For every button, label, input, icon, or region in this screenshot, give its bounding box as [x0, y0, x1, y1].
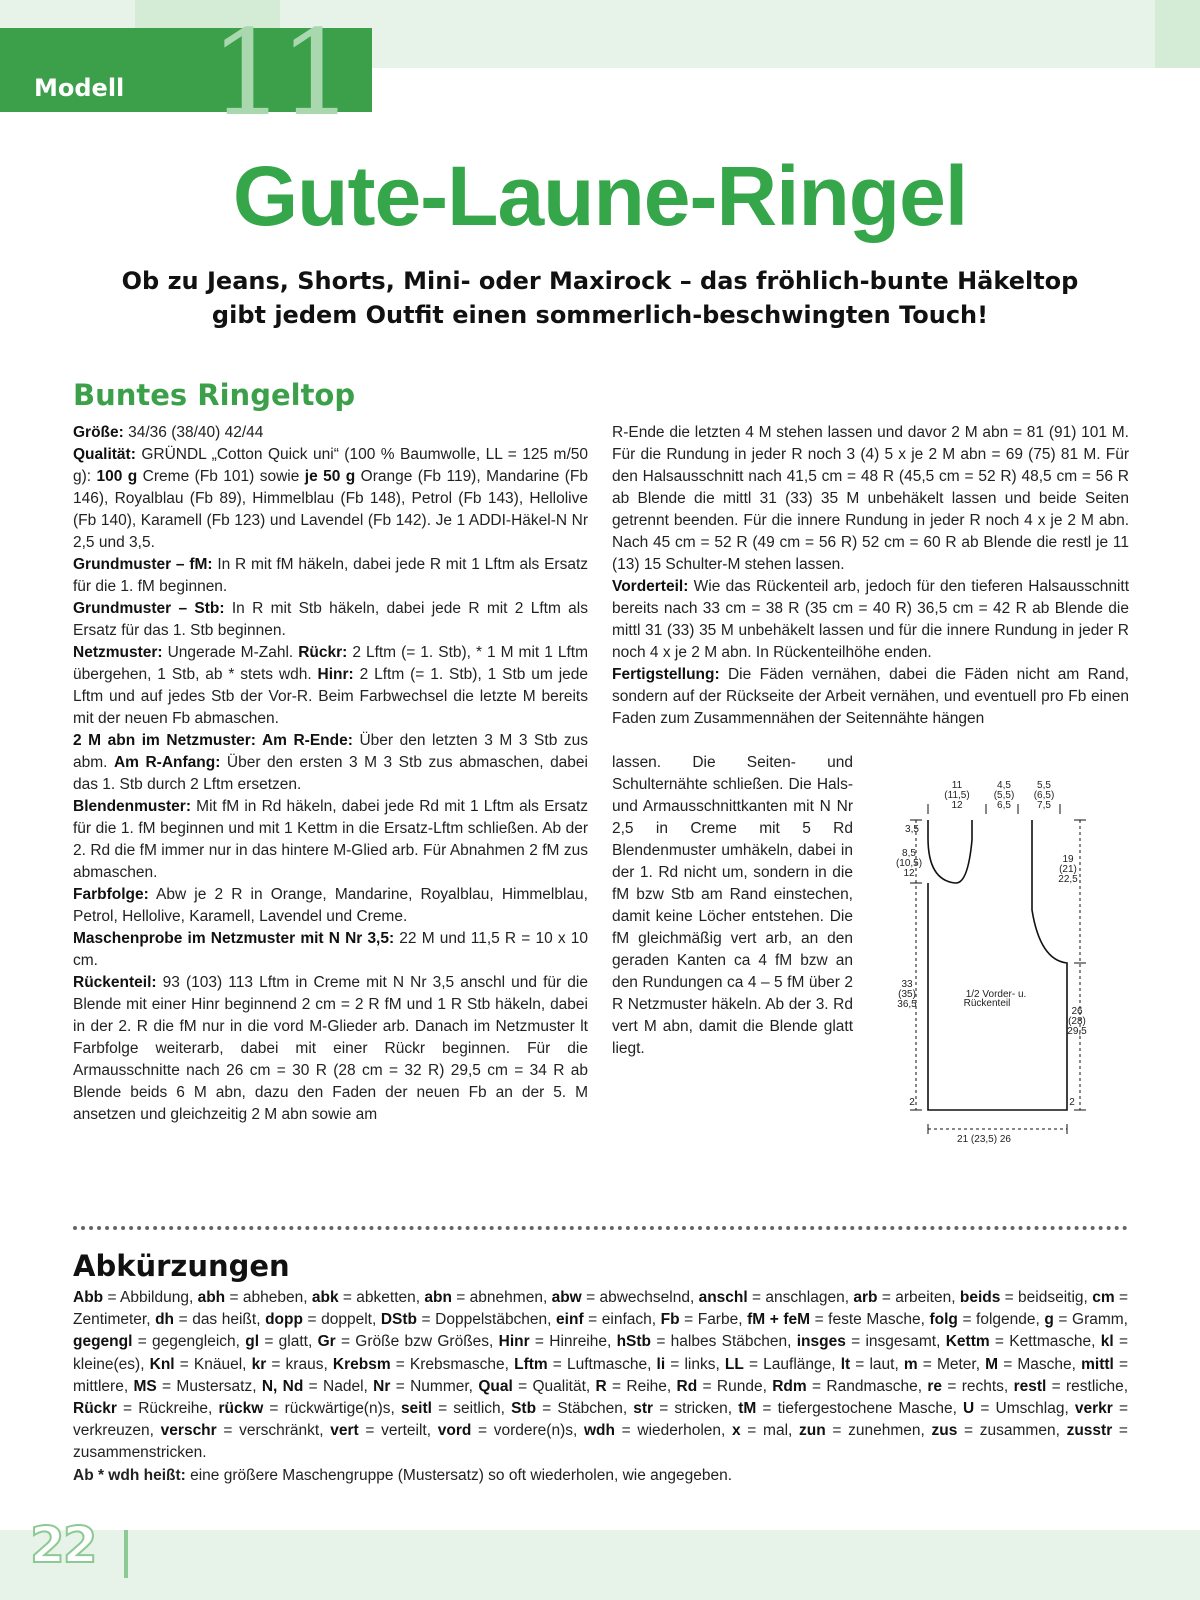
abbreviation-meaning: = laut, [850, 1355, 904, 1373]
abbreviation-term: beids [959, 1289, 1001, 1306]
instructions-right-column [612, 422, 1129, 730]
abbreviation-term: Rdm [772, 1377, 807, 1395]
abbreviation-term: N, Nd [261, 1377, 304, 1395]
abbreviation-meaning: = wiederholen, [615, 1422, 732, 1440]
abbreviation-item [318, 1333, 499, 1350]
abbreviation-meaning: = tiefergestochene Masche, [756, 1400, 964, 1418]
abbreviation-meaning: = stricken, [653, 1400, 739, 1418]
abbreviations-note: Ab * wdh heißt: eine größere Maschengruppe (Mustersatz) so oft wiederholen, wie angegeben. [73, 1467, 733, 1484]
abbreviation-item [657, 1356, 725, 1373]
abbreviation-meaning: = Randmasche, [806, 1377, 928, 1395]
abbreviation-term: Abb [73, 1289, 104, 1306]
page-subtitle [100, 264, 1100, 332]
abbreviation-meaning: = anschlagen, [747, 1289, 854, 1306]
net-pattern-paragraph: Netzmuster: Ungerade M-Zahl. Rückr: 2 Lftm (= 1. Stb), * 1 M mit 1 Lftm übergehen, 1 Stb, ab * stets wdh. Hinr: 2 Lftm (= 1. Stb), 1 Stb um jede Lftm und auf jedes Stb der Vor-R. Beim Farbwechsel die letzte M bereits mit der neuen Fb abmaschen. [73, 644, 589, 727]
abbreviation-item [330, 1422, 438, 1439]
abbreviation-term: DStb [380, 1311, 417, 1329]
abbreviation-meaning: = restliche, [1046, 1377, 1129, 1395]
dim-bottom-left: 2 [909, 1097, 915, 1108]
abbreviation-item [929, 1311, 1044, 1328]
abbreviation-term: MS [133, 1377, 157, 1395]
abbreviation-term: Qual [478, 1377, 513, 1395]
pattern-fm-paragraph: Grundmuster – fM: In R mit fM häkeln, dabei jede R mit 1 Lftm als Ersatz für die 1. fM beginnen. [73, 556, 588, 595]
section-divider [73, 1226, 1128, 1230]
abbreviation-term: dh [155, 1311, 175, 1329]
abbreviation-meaning: = Zentimeter, [73, 1289, 1128, 1329]
abbreviation-term: m [903, 1355, 918, 1373]
abbreviations-title: Abkürzungen [73, 1249, 290, 1283]
abbreviation-term: dopp [265, 1311, 303, 1329]
abbreviations-list [73, 1287, 1128, 1465]
abbreviation-meaning: = vordere(n)s, [471, 1422, 584, 1440]
abbreviation-term: zun [799, 1422, 826, 1440]
abbreviation-item [133, 1378, 261, 1395]
abbreviation-meaning: = mittlere, [73, 1355, 1129, 1395]
abbreviation-term: Fb [660, 1311, 680, 1329]
abbreviation-term: LL [724, 1355, 744, 1373]
dim-top-right-3: 7,5 [1037, 800, 1051, 811]
model-number: 11 [210, 4, 349, 142]
back-piece-continued: R-Ende die letzten 4 M stehen lassen und davor 2 M abn = 81 (91) 101 M. Für die Rundung in jeder R noch 3 (4) 5 x je 2 M abn = 69 (75) 81 M. Für den Halsausschnitt nach 41,5 cm = 48 R (45,5 cm = 52 R) 48,5 cm = 56 R ab Blende die mittl 31 (33) 35 M unbehäkelt lassen und beide Seiten getrennt beenden. Für die innere Rundung in jeder R noch 4 x je 2 M abn. Nach 45 cm = 52 R (49 cm = 56 R) 52 cm = 60 R ab Blende die restl je 11 (13) 15 Schulter-M stehen lassen. [612, 424, 1129, 573]
abbreviation-meaning: = Abbildung, [103, 1289, 198, 1306]
dim-top-left-3: 12 [951, 800, 963, 811]
abbreviation-meaning: = Luftmasche, [547, 1355, 657, 1373]
abbreviation-term: abw [551, 1289, 582, 1306]
abbreviation-item [985, 1356, 1081, 1373]
abbreviation-term: Stb [511, 1400, 537, 1418]
page-title: Gute-Laune-Ringel [232, 149, 968, 243]
abbreviation-meaning: = Umschlag, [974, 1400, 1075, 1418]
abbreviation-item [904, 1356, 985, 1373]
color-sequence-paragraph: Farbfolge: Abw je 2 R in Orange, Mandarine, Royalblau, Himmelblau, Petrol, Hellolive, Karamell, Lavendel und Creme. [73, 886, 588, 925]
quality-paragraph: Qualität: GRÜNDL „Cotton Quick uni“ (100 % Baumwolle, LL = 125 m/50 g): 100 g Creme (Fb 101) sowie je 50 g Orange (Fb 119), Mandarine (Fb 146), Royalblau (Fb 89), Himmelblau (Fb 148), Petrol (Fb 143), Hellolive (Fb 140), Karamell (Fb 123) und Lavendel (Fb 142). Je 1 ADDI-Häkel-N Nr 2,5 und 3,5. [73, 446, 588, 551]
abbreviation-term: folg [929, 1311, 958, 1329]
dim-left-body-3: 36,5 [897, 999, 917, 1010]
abbreviation-item [150, 1356, 252, 1373]
abbreviation-term: einf [556, 1311, 584, 1329]
abbreviation-item [584, 1422, 732, 1439]
abbreviation-meaning: = Gramm, [1053, 1311, 1128, 1329]
abbreviation-meaning: = arbeiten, [877, 1289, 960, 1306]
abbreviation-meaning: = feste Masche, [810, 1311, 930, 1329]
abbreviation-meaning: = kleine(es), [73, 1333, 1128, 1373]
abbreviation-term: kl [1100, 1333, 1114, 1351]
abbreviation-meaning: = insgesamt, [845, 1333, 946, 1351]
dim-left-neck-3: 12 [903, 868, 915, 879]
abbreviation-item [73, 1333, 245, 1350]
abbreviation-item [73, 1289, 198, 1306]
dim-right-arm-1: 19 [1062, 854, 1074, 865]
abbreviation-term: fM + feM [747, 1311, 811, 1329]
dim-top-mid-1: 4,5 [997, 780, 1011, 791]
schematic-outline [928, 820, 1067, 1110]
dimension-lines [910, 804, 1086, 1134]
abbreviation-meaning: = Stäbchen, [536, 1400, 634, 1418]
abbreviation-meaning: = Nummer, [390, 1377, 479, 1395]
finishing-paragraph: Fertigstellung: Die Fäden vernähen, dabei die Fäden nicht am Rand, sondern auf der Rückseite der Arbeit vernähen, und eventuell pro Fb einen Faden zum Zusammennähen der Seitennähte hängen [612, 666, 1129, 727]
abbreviation-term: anschl [698, 1289, 748, 1306]
abbreviation-term: arb [853, 1289, 878, 1306]
abbreviation-term: Knl [149, 1355, 175, 1373]
dim-left-neck-2: (10,5) [895, 858, 923, 869]
abbreviation-term: gegengl [73, 1333, 133, 1351]
abbreviation-term: seitl [400, 1400, 432, 1418]
header-decor-block [0, 0, 135, 28]
abbreviation-item [552, 1289, 699, 1306]
subtitle-line: gibt jedem Outfit einen sommerlich-beschwingten Touch! [211, 301, 989, 329]
abbreviation-item [373, 1378, 478, 1395]
dim-right-arm-2: (21) [1059, 864, 1077, 875]
subtitle-line: Ob zu Jeans, Shorts, Mini- oder Maxirock – das fröhlich-bunte Häkeltop [121, 267, 1079, 295]
abbreviation-term: mittl [1081, 1355, 1114, 1373]
abbreviation-item [73, 1400, 218, 1417]
abbreviation-item [155, 1311, 265, 1328]
abbreviation-item [161, 1422, 331, 1439]
abbreviation-meaning: = Kettmasche, [989, 1333, 1101, 1351]
abbreviation-meaning: = mal, [740, 1422, 800, 1440]
abbreviation-item [556, 1311, 661, 1328]
abbreviation-item [312, 1289, 425, 1306]
abbreviation-meaning: = verteilt, [358, 1422, 438, 1440]
abbreviation-term: rückw [218, 1400, 264, 1418]
header-decor-block [1155, 0, 1200, 68]
abbreviation-meaning: = abketten, [338, 1289, 425, 1306]
finishing-continued: lassen. Die Seiten- und Schulternähte schließen. Die Hals- und Armausschnittkanten mit N Nr 2,5 in Creme mit 5 Rd Blendenmuster umhäkeln, dabei in der 1. Rd nicht um, sondern in die fM bzw Stb am Rand einstechen, damit keine Löcher entstehen. Die fM gleichmäßig vert arb, an den geraden Kanten ca 4 fM bzw an den Rundungen ca 4 – 5 fM über 2 R Netzmuster häkeln. Ab der 3. Rd vert M abn, damit die Blende glatt liegt. [612, 754, 853, 1057]
abbreviation-item [738, 1400, 963, 1417]
abbreviation-term: zusstr [1066, 1422, 1113, 1440]
abbreviation-term: verkr [1074, 1400, 1113, 1418]
abbreviation-meaning: = abnehmen, [451, 1289, 552, 1306]
abbreviation-term: str [633, 1400, 654, 1418]
abbreviation-term: cm [1092, 1289, 1115, 1306]
abbreviation-meaning: = kraus, [266, 1355, 333, 1373]
dim-top-mid-2: (5,5) [993, 790, 1015, 801]
abbreviation-meaning: = rückwärtige(n)s, [263, 1400, 401, 1418]
abbreviation-meaning: = verschränkt, [216, 1422, 331, 1440]
abbreviation-item [262, 1378, 373, 1395]
dim-top-right-1: 5,5 [1037, 780, 1051, 791]
abbreviation-item [927, 1378, 1013, 1395]
abbreviation-term: tM [738, 1400, 757, 1418]
abbreviation-meaning: = Meter, [917, 1355, 986, 1373]
abbreviation-meaning: = rechts, [942, 1377, 1014, 1395]
back-piece-paragraph: Rückenteil: 93 (103) 113 Lftm in Creme mit N Nr 3,5 anschl und für die Blende mit einer Hinr beginnend 2 cm = 2 R fM und 1 R Stb häkeln, dabei in der 2. R die fM nur in die vord M-Glieder arb. Danach im Netzmuster lt Farbfolge weiterarb, dabei mit einer Rückr beginnen. Für die Armausschnitte nach 26 cm = 30 R (28 cm = 32 R) 29,5 cm = 34 R ab Blende beids 6 M abn, dazu den Faden der neuen Fb an der 5. M ansetzen und gleichzeitig 2 M abn sowie am [73, 974, 588, 1123]
abbreviation-item [960, 1289, 1092, 1306]
abbreviation-term: M [985, 1355, 999, 1373]
abbreviation-term: R [595, 1377, 607, 1395]
abbreviation-term: U [963, 1400, 975, 1418]
instructions-left-column [73, 422, 588, 1126]
abbreviation-term: kr [251, 1355, 267, 1373]
abbreviation-term: li [656, 1355, 666, 1373]
abbreviation-item [478, 1378, 595, 1395]
abbreviation-term: wdh [584, 1422, 615, 1440]
dim-right-arm-3: 22,5 [1058, 874, 1078, 885]
abbreviation-term: abk [311, 1289, 339, 1306]
front-piece-paragraph: Vorderteil: Wie das Rückenteil arb, jedoch für den tieferen Halsausschnitt bereits nach 33 cm = 38 R (35 cm = 40 R) 36,5 cm = 42 R ab Blende die mittl 31 (33) 35 M unbehäkelt lassen und für die innere Rundung in jeder R noch 4 x je 2 M abn. In Rückenteilhöhe enden. [612, 578, 1129, 661]
dim-top-mid-3: 6,5 [997, 800, 1011, 811]
model-label: Modell [34, 74, 125, 102]
abbreviation-term: insges [796, 1333, 846, 1351]
abbreviation-item [725, 1356, 841, 1373]
dim-top-right-2: (6,5) [1033, 790, 1055, 801]
piece-label-1: 1/2 Vorder- u. [965, 989, 1027, 1000]
abbreviation-item [1044, 1311, 1128, 1328]
piece-label-2: Rückenteil [963, 998, 1011, 1009]
abbreviation-term: restl [1013, 1377, 1047, 1395]
abbreviation-item [252, 1356, 333, 1373]
size-paragraph: Größe: 34/36 (38/40) 42/44 [73, 424, 264, 441]
abbreviation-item [946, 1333, 1101, 1350]
abbreviation-meaning: = Doppelstäbchen, [416, 1311, 557, 1329]
page-number: 22 [30, 1516, 96, 1574]
dim-right-body-3: 29,5 [1067, 1026, 1087, 1037]
abbreviation-meaning: = Mustersatz, [156, 1377, 262, 1395]
abbreviation-item [732, 1422, 799, 1439]
dim-right-body-2: (28) [1068, 1016, 1086, 1027]
abbreviation-meaning: = abwechselnd, [581, 1289, 699, 1306]
schematic-diagram [895, 780, 1130, 1150]
abbreviation-term: gl [245, 1333, 260, 1351]
abbreviation-item [265, 1311, 381, 1328]
abbreviation-item [511, 1400, 633, 1417]
abbreviation-item [841, 1356, 904, 1373]
finishing-continued-column [612, 752, 853, 1060]
dim-left-neck-1: 8,5 [902, 848, 916, 859]
abbreviation-meaning: = beidseitig, [1000, 1289, 1093, 1306]
abbreviation-item [932, 1422, 1067, 1439]
abbreviation-item [699, 1289, 854, 1306]
dim-right-body-1: 26 [1071, 1006, 1083, 1017]
abbreviation-item [381, 1311, 556, 1328]
abbreviation-meaning: = abheben, [225, 1289, 312, 1306]
abbreviation-meaning: = halbes Stäbchen, [651, 1333, 797, 1351]
abbreviation-term: verschr [160, 1422, 217, 1440]
section-title: Buntes Ringeltop [73, 378, 356, 412]
abbreviation-term: abh [197, 1289, 226, 1306]
pattern-stb-paragraph: Grundmuster – Stb: In R mit Stb häkeln, dabei jede R mit 2 Lftm als Ersatz für das 1. Stb beginnen. [73, 600, 588, 639]
abbreviation-meaning: = glatt, [259, 1333, 318, 1351]
abbreviation-item [963, 1400, 1075, 1417]
abbreviation-item [1014, 1378, 1128, 1395]
header-decor-band [280, 0, 1155, 68]
abbreviation-meaning: = Reihe, [606, 1377, 677, 1395]
abbreviation-meaning: = Größe bzw Größes, [335, 1333, 499, 1351]
abbreviation-term: Hinr [498, 1333, 530, 1351]
abbreviation-meaning: = Nadel, [303, 1377, 374, 1395]
abbreviation-term: Rückr [73, 1400, 117, 1418]
dim-bottom-right: 2 [1069, 1097, 1075, 1108]
abbreviation-meaning: = zusammenstricken. [73, 1422, 1128, 1462]
abbreviation-term: Krebsm [332, 1355, 391, 1373]
dim-bottom-width: 21 (23,5) 26 [957, 1134, 1011, 1145]
abbreviation-term: zus [931, 1422, 958, 1440]
abbreviation-term: x [732, 1422, 741, 1440]
abbreviation-item [677, 1378, 773, 1395]
abbreviation-meaning: = gegengleich, [132, 1333, 246, 1351]
dim-left-body-2: (35) [898, 989, 916, 1000]
abbreviation-meaning: = Farbe, [679, 1311, 748, 1329]
gauge-paragraph: Maschenprobe im Netzmuster mit N Nr 3,5: 22 M und 11,5 R = 10 x 10 cm. [73, 930, 588, 969]
abbreviation-term: hStb [616, 1333, 652, 1351]
abbreviation-item [438, 1422, 584, 1439]
dim-left-body-1: 33 [901, 979, 913, 990]
abbreviation-meaning: = Qualität, [512, 1377, 596, 1395]
abbreviation-meaning: = Knäuel, [174, 1355, 252, 1373]
abbreviation-term: vert [330, 1422, 359, 1440]
footer-decor-band [0, 1530, 1200, 1600]
abbreviation-meaning: = Krebsmasche, [390, 1355, 515, 1373]
abbreviation-term: vord [437, 1422, 472, 1440]
abbreviation-meaning: = Masche, [998, 1355, 1082, 1373]
abbreviation-meaning: = doppelt, [302, 1311, 381, 1329]
abbreviation-meaning: = links, [665, 1355, 725, 1373]
abbreviation-item [797, 1333, 946, 1350]
abbreviation-item [772, 1378, 927, 1395]
abbreviation-item [799, 1422, 932, 1439]
abbreviation-meaning: = zusammen, [957, 1422, 1067, 1440]
abbreviation-term: Rd [676, 1377, 698, 1395]
abbreviation-item [424, 1289, 551, 1306]
dim-top-left-2: (11,5) [944, 790, 970, 801]
abbreviation-meaning: = Hinreihe, [529, 1333, 617, 1351]
abbreviation-item [661, 1311, 747, 1328]
dim-top-left-1: 11 [951, 780, 963, 791]
abbreviation-item [633, 1400, 738, 1417]
dim-left-neck-depth: 3,5 [905, 824, 919, 835]
abbreviation-term: re [927, 1377, 943, 1395]
abbreviation-item [198, 1289, 312, 1306]
abbreviation-meaning: = Runde, [697, 1377, 773, 1395]
abbreviation-item [617, 1333, 797, 1350]
abbreviation-item [514, 1356, 656, 1373]
abbreviation-meaning: = verkreuzen, [73, 1400, 1129, 1440]
abbreviation-term: abn [424, 1289, 452, 1306]
abbreviation-meaning: = zunehmen, [825, 1422, 932, 1440]
abbreviation-item [218, 1400, 400, 1417]
abbreviation-term: Gr [317, 1333, 336, 1351]
abbreviation-item [853, 1289, 960, 1306]
abbreviation-item [747, 1311, 929, 1328]
abbreviation-term: Nr [373, 1377, 391, 1395]
abbreviation-item [333, 1356, 514, 1373]
abbreviation-term: g [1044, 1311, 1054, 1329]
abbreviation-term: lt [840, 1355, 851, 1373]
abbreviation-meaning: = Rückreihe, [116, 1400, 219, 1418]
abbreviation-item [401, 1400, 511, 1417]
abbreviation-meaning: = einfach, [583, 1311, 661, 1329]
abbreviation-term: Kettm [945, 1333, 990, 1351]
abbreviation-item [499, 1333, 617, 1350]
abbreviation-meaning: = seitlich, [431, 1400, 512, 1418]
abbreviation-term: Lftm [514, 1355, 548, 1373]
abbreviation-item [245, 1333, 317, 1350]
abbreviation-item [596, 1378, 677, 1395]
page-number-rule [124, 1530, 128, 1578]
abbreviation-meaning: = das heißt, [174, 1311, 266, 1329]
abbreviation-meaning: = Lauflänge, [743, 1355, 841, 1373]
border-pattern-paragraph: Blendenmuster: Mit fM in Rd häkeln, dabei jede Rd mit 1 Lftm als Ersatz für die 1. fM beginnen und mit 1 Kettm in die Ersatz-Lftm schließen. Ab der 2. Rd die fM immer nur in das hintere M-Glied arb. Für Abnahmen 2 fM zus abmaschen. [73, 798, 588, 881]
decrease-paragraph: 2 M abn im Netzmuster: Am R-Ende: Über den letzten 3 M 3 Stb zus abm. Am R-Anfang: Über den ersten 3 M 3 Stb zus abmaschen, dabei das 1. Stb durch 2 Lftm ersetzen. [73, 732, 588, 793]
abbreviation-meaning: = folgende, [957, 1311, 1045, 1329]
